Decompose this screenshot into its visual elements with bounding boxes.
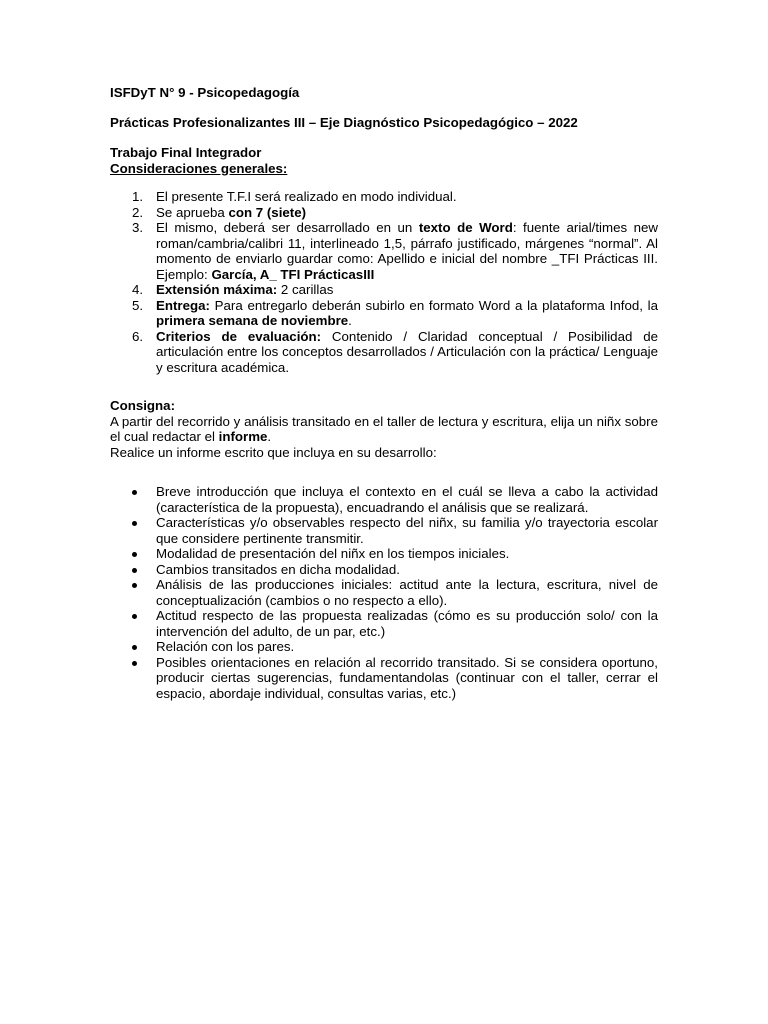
bold-text-run: Entrega: bbox=[156, 297, 210, 313]
text-run: . bbox=[348, 313, 352, 328]
consideration-item bbox=[110, 205, 658, 221]
text-run: Se aprueba bbox=[156, 204, 229, 220]
requirement-item bbox=[110, 608, 658, 639]
requirement-text: Relación con los pares. bbox=[156, 639, 295, 654]
text-run: Para entregarlo deberán subirlo en formato Word a la plataforma Infod, la bbox=[209, 297, 658, 313]
consideration-text bbox=[156, 220, 658, 282]
consigna-paragraph bbox=[110, 414, 658, 445]
consideration-item bbox=[110, 220, 658, 282]
item-number: 2. bbox=[132, 204, 144, 220]
requirement-text: Características y/o observables respecto del niñx, su familia y/o trayectoria escolar que considere pertinente transmitir. bbox=[156, 515, 658, 546]
bold-text-run: García, A_ TFI PrácticasIII bbox=[211, 266, 375, 282]
requirement-item bbox=[110, 484, 658, 515]
bold-text-run: con 7 (siete) bbox=[228, 204, 307, 220]
requirements-list bbox=[110, 484, 658, 701]
item-number: 4. bbox=[132, 282, 144, 297]
requirement-text: Cambios transitados en dicha modalidad. bbox=[156, 561, 400, 577]
document-body bbox=[110, 85, 658, 701]
requirement-item bbox=[110, 546, 658, 562]
tfi-title: Trabajo Final Integrador bbox=[110, 145, 262, 160]
text-run: El mismo, deberá ser desarrollado en un bbox=[156, 220, 419, 235]
considerations-list bbox=[110, 189, 658, 375]
requirement-item bbox=[110, 562, 658, 578]
requirement-text: Posibles orientaciones en relación al recorrido transitado. Si se considera oportuno, producir ciertas sugerencias, fundamentandolas (continuar con el taller, cerrar el espacio, abordaje individual, consultas varias, etc.) bbox=[156, 654, 658, 701]
consideration-text bbox=[156, 282, 658, 298]
item-number: 3. bbox=[132, 220, 144, 235]
requirement-item bbox=[110, 655, 658, 702]
item-number: 5. bbox=[132, 297, 144, 313]
requirement-item bbox=[110, 577, 658, 608]
text-run: 2 carillas bbox=[277, 282, 334, 297]
text-run: El presente T.F.I será realizado en modo individual. bbox=[156, 189, 457, 204]
requirement-text: Breve introducción que incluya el contexto en el cuál se lleva a cabo la actividad (característica de la propuesta), encuadrando el análisis que se realizará. bbox=[156, 484, 658, 515]
consideration-item bbox=[110, 282, 658, 298]
consideration-item bbox=[110, 189, 658, 205]
consigna-instruction: Realice un informe escrito que incluya en su desarrollo: bbox=[110, 444, 437, 460]
text-run: A partir del recorrido y análisis transitado en el taller de lectura y escritura, elija un niñx sobre el cual redactar el bbox=[110, 413, 658, 444]
consideration-item bbox=[110, 298, 658, 329]
requirement-item bbox=[110, 515, 658, 546]
text-run: Contenido / Claridad conceptual / Posibilidad de articulación entre los conceptos desarrollados / Articulación con la práctica/ Lenguaje y escritura académica. bbox=[156, 328, 659, 375]
consigna-heading: Consigna: bbox=[110, 398, 176, 413]
consideration-text bbox=[156, 298, 658, 329]
institute-title: ISFDyT N° 9 - Psicopedagogía bbox=[110, 85, 300, 100]
bold-text-run: Extensión máxima: bbox=[156, 282, 278, 297]
considerations-heading: Consideraciones generales: bbox=[110, 160, 288, 176]
item-number: 6. bbox=[132, 328, 144, 344]
bold-text-run: texto de Word bbox=[418, 220, 513, 235]
bold-text-run: Criterios de evaluación: bbox=[156, 328, 322, 344]
requirement-item bbox=[110, 639, 658, 655]
requirement-text: Modalidad de presentación del niñx en los tiempos iniciales. bbox=[156, 546, 510, 561]
requirement-text: Análisis de las producciones iniciales: actitud ante la lectura, escritura, nivel de conceptualización (cambios o no respecto a ello). bbox=[156, 577, 658, 608]
course-title: Prácticas Profesionalizantes III – Eje Diagnóstico Psicopedagógico – 2022 bbox=[110, 114, 578, 130]
item-number: 1. bbox=[132, 189, 144, 204]
consideration-item bbox=[110, 329, 658, 376]
bold-text-run: primera semana de noviembre bbox=[156, 313, 349, 328]
requirement-text: Actitud respecto de las propuesta realizadas (cómo es su producción solo/ con la intervención del adulto, de un par, etc.) bbox=[156, 608, 658, 639]
bold-text-run: informe bbox=[218, 429, 268, 444]
text-run: : fuente arial/times new roman/cambria/calibri 11, interlineado 1,5, párrafo justificado, márgenes “normal”. Al momento de enviarlo guardar como: Apellido e inicial del nombre _TFI Prácticas III. Ejemplo: bbox=[156, 220, 659, 282]
consideration-text bbox=[156, 329, 658, 376]
text-run: . bbox=[267, 429, 272, 444]
consideration-text bbox=[156, 189, 658, 205]
consideration-text bbox=[156, 205, 658, 221]
